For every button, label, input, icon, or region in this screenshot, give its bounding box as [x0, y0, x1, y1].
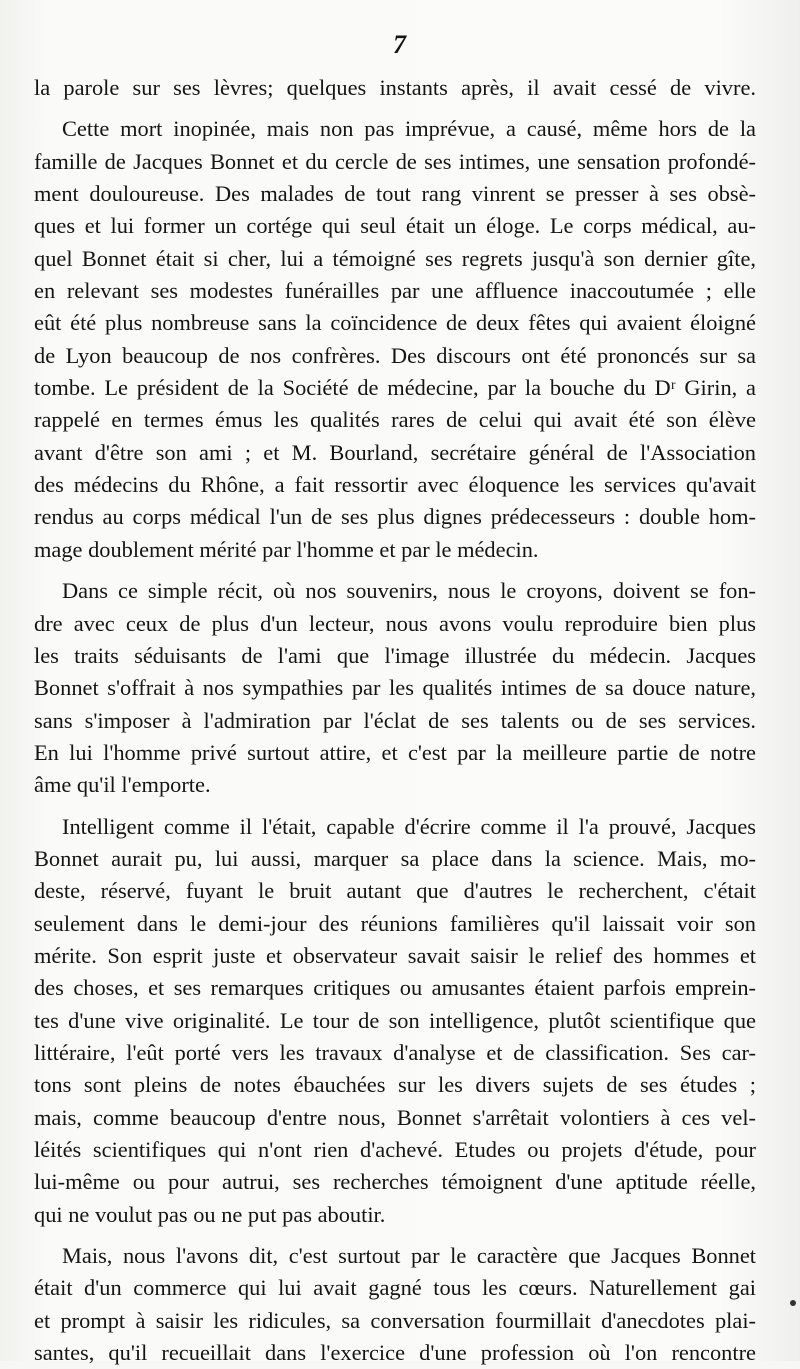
text-line: Cette mort inopinée, mais non pas imprévue, a causé, même hors de la: [62, 116, 756, 142]
text-line: ques et lui former un cortége qui seul était un éloge. Le corps médical, au-: [34, 213, 756, 239]
text-line: rendus au corps médical l'un de ses plus dignes prédecesseurs : double hom-: [34, 504, 756, 530]
text-line: avant d'être son ami ; et M. Bourland, secrétaire général de l'Association: [34, 439, 756, 465]
paragraph: [34, 1240, 756, 1369]
text-line: et prompt à saisir les ridicules, sa conversation fourmillait d'anecdotes plai-: [34, 1307, 756, 1333]
text-line: Bonnet s'offrait à nos sympathies par les qualités intimes de sa douce nature,: [34, 675, 756, 701]
margin-speck: [790, 1300, 796, 1306]
text-line: lui-même ou pour autrui, ses recherches témoignent d'une aptitude réelle,: [34, 1169, 756, 1195]
text-line: léités scientifiques qui n'ont rien d'achevé. Etudes ou projets d'étude, pour: [34, 1137, 756, 1162]
paragraph: [34, 575, 756, 801]
text-line: tons sont pleins de notes ébauchées sur les divers sujets de ses études ;: [34, 1072, 756, 1098]
paragraph: [34, 811, 756, 1231]
text-line: rappelé en termes émus les qualités rares de celui qui avait été son élève: [34, 407, 756, 433]
text-line: des médecins du Rhône, a fait ressortir avec éloquence les services qu'avait: [34, 472, 756, 498]
text-line: dre avec ceux de plus d'un lecteur, nous avons voulu reproduire bien plus: [34, 610, 756, 636]
text-line: mais, comme beaucoup d'entre nous, Bonnet s'arrêtait volontiers à ces vel-: [34, 1104, 756, 1130]
text-line: mage doublement mérité par l'homme et par le médecin.: [34, 536, 539, 562]
text-line: eût été plus nombreuse sans la coïncidence de deux fêtes qui avaient éloigné: [34, 310, 756, 336]
body-text: [34, 72, 756, 1369]
text-line: en relevant ses modestes funérailles par une affluence inaccoutumée ; elle: [34, 278, 756, 304]
text-line: tes d'une vive originalité. Le tour de son intelligence, plutôt scientifique que: [34, 1007, 756, 1033]
text-line: santes, qu'il recueillait dans l'exercice d'une profession où l'on rencontre: [34, 1340, 756, 1366]
text-line: de Lyon beaucoup de nos confrères. Des discours ont été prononcés sur sa: [34, 342, 756, 368]
text-line: deste, réservé, fuyant le bruit autant que d'autres le recherchent, c'était: [34, 878, 756, 904]
text-line: Intelligent comme il l'était, capable d'écrire comme il l'a prouvé, Jacques: [62, 813, 756, 839]
text-line: des choses, et ses remarques critiques ou amusantes étaient parfois emprein-: [34, 975, 756, 1001]
text-line: qui ne voulut pas ou ne put pas aboutir.: [34, 1201, 386, 1227]
text-line: mérite. Son esprit juste et observateur savait saisir le relief des hommes et: [34, 942, 756, 968]
text-line: Bonnet aurait pu, lui aussi, marquer sa place dans la science. Mais, mo-: [34, 845, 756, 871]
text-line: Dans ce simple récit, où nos souvenirs, nous le croyons, doivent se fon-: [62, 578, 756, 604]
text-line: âme qu'il l'emporte.: [34, 772, 211, 798]
page-number: 7: [393, 30, 407, 59]
text-line: était d'un commerce qui lui avait gagné tous les cœurs. Naturellement gai: [34, 1275, 756, 1301]
text-line: ment douloureuse. Des malades de tout rang vinrent se presser à ses obsè-: [34, 181, 756, 207]
paragraph: [34, 113, 756, 566]
text-line: En lui l'homme privé surtout attire, et c'est par la meilleure partie de notre: [34, 739, 756, 765]
text-line: famille de Jacques Bonnet et du cercle de ses intimes, une sensation profondé-: [34, 148, 756, 174]
text-line: quel Bonnet était si cher, lui a témoigné ses regrets jusqu'à son dernier gîte,: [34, 245, 756, 271]
text-line: la parole sur ses lèvres; quelques instants après, il avait cessé de vivre.: [34, 75, 756, 100]
text-line: littéraire, l'eût porté vers les travaux d'analyse et de classification. Ses car-: [34, 1039, 756, 1065]
paragraph: [34, 72, 756, 104]
text-line: sans s'imposer à l'admiration par l'éclat de ses talents ou de ses services.: [34, 707, 756, 733]
text-line: Mais, nous l'avons dit, c'est surtout par le caractère que Jacques Bonnet: [62, 1243, 756, 1269]
text-line: seulement dans le demi-jour des réunions familières qu'il laissait voir son: [34, 910, 756, 936]
text-line: les traits séduisants de l'ami que l'image illustrée du médecin. Jacques: [34, 642, 756, 668]
text-line: tombe. Le président de la Société de médecine, par la bouche du Dʳ Girin, a: [34, 375, 756, 401]
